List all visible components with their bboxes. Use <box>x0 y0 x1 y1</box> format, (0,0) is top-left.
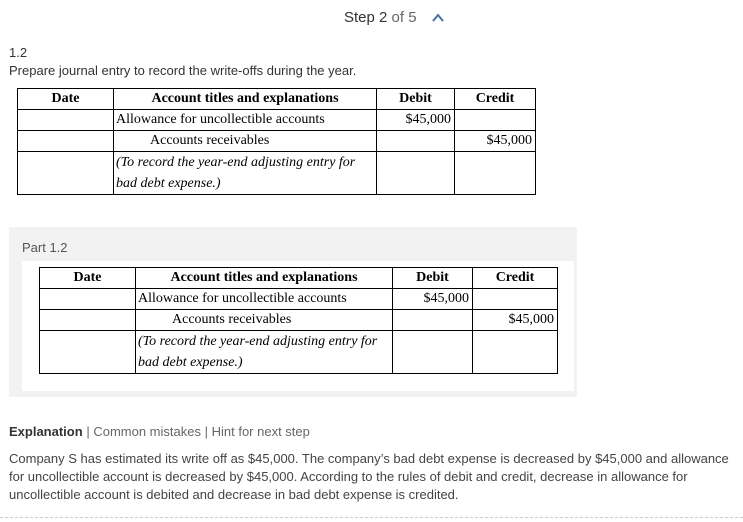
table-row <box>18 110 536 131</box>
debit-cell <box>393 310 473 331</box>
debit-cell <box>393 331 473 374</box>
date-cell <box>40 289 136 310</box>
step-header <box>0 9 743 29</box>
chevron-up-icon[interactable] <box>431 11 445 25</box>
journal-entry-table <box>17 88 536 195</box>
journal-entry-table-part <box>39 267 558 374</box>
part-panel <box>9 227 577 397</box>
debit-cell: $45,000 <box>393 289 473 310</box>
part-label: Part 1.2 <box>22 240 68 255</box>
debit-cell <box>377 131 455 152</box>
part-content <box>22 261 574 391</box>
table-header-row <box>18 89 536 110</box>
date-cell <box>18 152 114 195</box>
separator: | <box>204 424 208 439</box>
credit-cell <box>473 289 558 310</box>
header-date: Date <box>40 268 136 289</box>
account-cell: Accounts receivables <box>136 310 393 331</box>
explanation-text: Company S has estimated its write off as $45,000. The company’s bad debt expense is decreased by $45,000 and allowance for uncollectible account is decreased by $45,000. According to the rules of debit and credit, decrease in allowance for uncollectible account is debited and decrease in bad debt expense is credited. <box>9 451 729 502</box>
table-row <box>40 289 558 310</box>
header-date: Date <box>18 89 114 110</box>
explanation-tab[interactable]: Explanation <box>9 424 83 439</box>
credit-cell: $45,000 <box>455 131 536 152</box>
table-row <box>18 131 536 152</box>
step-indicator <box>344 9 417 26</box>
divider <box>0 517 743 518</box>
header-credit: Credit <box>455 89 536 110</box>
credit-cell <box>455 110 536 131</box>
date-cell <box>40 310 136 331</box>
question-prompt: Prepare journal entry to record the write-offs during the year. <box>9 63 357 78</box>
header-debit: Debit <box>377 89 455 110</box>
credit-cell: $45,000 <box>473 310 558 331</box>
explanation-header <box>9 424 310 439</box>
table-row <box>40 310 558 331</box>
header-account: Account titles and explanations <box>114 89 377 110</box>
step-total: of 5 <box>391 9 417 26</box>
separator: | <box>86 424 90 439</box>
debit-cell: $45,000 <box>377 110 455 131</box>
question-number: 1.2 <box>9 45 28 60</box>
account-cell: Allowance for uncollectible accounts <box>114 110 377 131</box>
date-cell <box>18 110 114 131</box>
date-cell <box>40 331 136 374</box>
date-cell <box>18 131 114 152</box>
step-label: Step 2 <box>344 9 388 26</box>
account-cell: Accounts receivables <box>114 131 377 152</box>
table-row <box>40 331 558 374</box>
credit-cell <box>473 331 558 374</box>
header-account: Account titles and explanations <box>136 268 393 289</box>
explanation-note-cell: (To record the year-end adjusting entry for bad debt expense.) <box>136 331 393 374</box>
table-header-row <box>40 268 558 289</box>
explanation-note-cell: (To record the year-end adjusting entry for bad debt expense.) <box>114 152 377 195</box>
debit-cell <box>377 152 455 195</box>
header-debit: Debit <box>393 268 473 289</box>
account-cell: Allowance for uncollectible accounts <box>136 289 393 310</box>
header-credit: Credit <box>473 268 558 289</box>
credit-cell <box>455 152 536 195</box>
hint-tab[interactable]: Hint for next step <box>211 424 310 439</box>
common-mistakes-tab[interactable]: Common mistakes <box>93 424 201 439</box>
table-row <box>18 152 536 195</box>
